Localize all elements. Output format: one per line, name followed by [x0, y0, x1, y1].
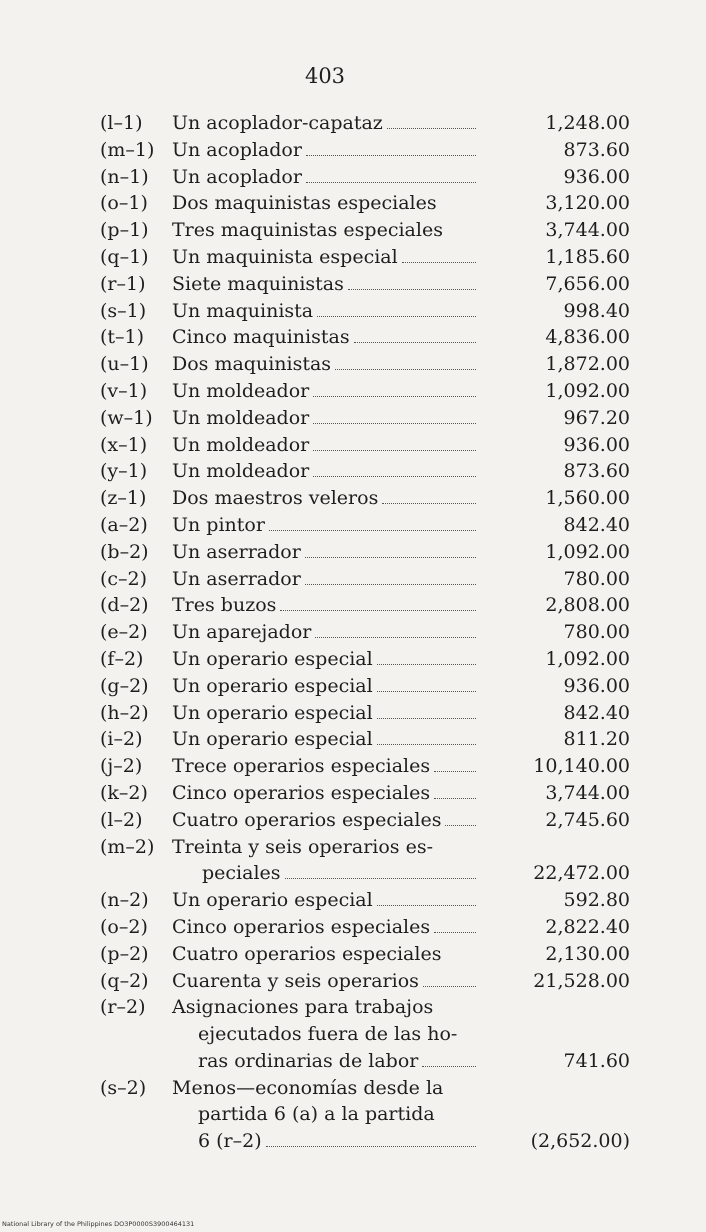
- item-description-line: ejecutados fuera de las ho-: [198, 1023, 458, 1046]
- item-description: [172, 968, 480, 995]
- item-amount: 2,745.60: [545, 808, 630, 831]
- item-code: (o–2): [100, 915, 148, 938]
- item-description: [172, 217, 480, 244]
- list-item: [100, 592, 630, 619]
- item-description-line: Un moldeador: [172, 406, 310, 429]
- list-item: [100, 646, 630, 673]
- item-description: [172, 887, 480, 914]
- item-code: (a–2): [100, 513, 148, 536]
- list-item: [100, 887, 630, 914]
- dot-leader: [377, 664, 476, 665]
- item-amount: 21,528.00: [533, 969, 630, 992]
- item-code: (x–1): [100, 433, 148, 456]
- item-amount: 2,822.40: [545, 915, 630, 938]
- dot-leader: [445, 825, 476, 826]
- item-amount: 842.40: [563, 701, 630, 724]
- dot-leader: [402, 262, 476, 263]
- dot-leader: [315, 637, 476, 638]
- list-item: [100, 164, 630, 191]
- item-description-line: partida 6 (a) a la partida: [198, 1103, 435, 1126]
- item-code: (y–1): [100, 460, 148, 483]
- item-description-line: Un moldeador: [172, 433, 310, 456]
- item-code: (j–2): [100, 755, 143, 778]
- item-code: (s–1): [100, 299, 147, 322]
- item-description: [172, 673, 480, 700]
- item-description-line: Un maquinista: [172, 299, 314, 322]
- item-amount: 936.00: [563, 165, 630, 188]
- item-description-line: Un maquinista especial: [172, 245, 398, 268]
- item-description: [172, 780, 480, 807]
- item-amount: 780.00: [563, 621, 630, 644]
- item-description: [172, 485, 480, 512]
- item-amount: 4,836.00: [545, 326, 630, 349]
- item-description-line: Tres maquinistas especiales: [172, 219, 443, 242]
- list-item: [100, 700, 630, 727]
- item-code: (k–2): [100, 781, 148, 804]
- item-amount: 3,744.00: [545, 219, 630, 242]
- item-amount: 967.20: [563, 406, 630, 429]
- item-code: (h–2): [100, 701, 149, 724]
- list-item: [100, 512, 630, 539]
- item-code: (g–2): [100, 674, 149, 697]
- dot-leader: [387, 128, 476, 129]
- item-code: (f–2): [100, 647, 144, 670]
- item-code: (o–1): [100, 192, 148, 215]
- item-amount: 3,744.00: [545, 781, 630, 804]
- dot-leader: [313, 450, 476, 451]
- item-description: [172, 271, 480, 298]
- list-item: [100, 834, 630, 888]
- item-amount: 1,872.00: [545, 353, 630, 376]
- item-description-line: Un operario especial: [172, 647, 373, 670]
- item-amount: 1,092.00: [545, 540, 630, 563]
- item-amount: 7,656.00: [545, 272, 630, 295]
- item-description-line: Un pintor: [172, 513, 265, 536]
- dot-leader: [306, 155, 476, 156]
- item-code: (z–1): [100, 487, 147, 510]
- item-description: [172, 298, 480, 325]
- appropriation-items-list: [100, 110, 630, 1155]
- item-description: [172, 914, 480, 941]
- dot-leader: [306, 182, 476, 183]
- item-amount: 592.80: [563, 889, 630, 912]
- item-description-line: Un moldeador: [172, 379, 310, 402]
- item-code: (c–2): [100, 567, 148, 590]
- item-description: [172, 807, 480, 834]
- dot-leader: [434, 932, 476, 933]
- item-description-line: peciales: [202, 862, 281, 885]
- item-description: [172, 351, 480, 378]
- list-item: [100, 673, 630, 700]
- item-description: [172, 726, 480, 753]
- item-description: [172, 539, 480, 566]
- item-code: (u–1): [100, 353, 149, 376]
- item-description: [172, 378, 480, 405]
- library-footer: National Library of the Philippines DO3P0000S3900464131: [2, 1220, 195, 1228]
- item-description: [172, 1075, 480, 1155]
- item-description-line: Dos maquinistas: [172, 353, 332, 376]
- dot-leader: [313, 396, 476, 397]
- item-description-line: Cuarenta y seis operarios: [172, 969, 419, 992]
- item-description: [172, 592, 480, 619]
- item-description: [172, 324, 480, 351]
- list-item: [100, 405, 630, 432]
- item-description: [172, 753, 480, 780]
- dot-leader: [434, 771, 476, 772]
- dot-leader: [317, 316, 476, 317]
- item-description: [172, 941, 480, 968]
- item-code: (t–1): [100, 326, 145, 349]
- item-code: (m–1): [100, 138, 155, 161]
- page-number: 403: [304, 64, 346, 88]
- dot-leader: [348, 289, 476, 290]
- item-code: (r–2): [100, 996, 146, 1019]
- item-description-line: Cinco operarios especiales: [172, 915, 431, 938]
- item-description-line: Cuatro operarios especiales: [172, 808, 442, 831]
- item-description-line: Un operario especial: [172, 701, 373, 724]
- item-code: (n–1): [100, 165, 149, 188]
- item-code: (p–1): [100, 219, 149, 242]
- list-item: [100, 217, 630, 244]
- item-description-line: Un aserrador: [172, 567, 301, 590]
- item-description-line: Cuatro operarios especiales: [172, 942, 442, 965]
- dot-leader: [305, 584, 476, 585]
- item-amount: 1,560.00: [545, 487, 630, 510]
- item-amount: 3,120.00: [545, 192, 630, 215]
- list-item: [100, 807, 630, 834]
- list-item: [100, 968, 630, 995]
- list-item: [100, 432, 630, 459]
- list-item: [100, 914, 630, 941]
- item-amount: 780.00: [563, 567, 630, 590]
- item-code: (v–1): [100, 379, 148, 402]
- list-item: [100, 780, 630, 807]
- item-amount: 936.00: [563, 674, 630, 697]
- list-item: [100, 539, 630, 566]
- dot-leader: [313, 423, 476, 424]
- list-item: [100, 137, 630, 164]
- item-description-line: Un aserrador: [172, 540, 301, 563]
- item-code: (p–2): [100, 942, 149, 965]
- item-amount: 2,808.00: [545, 594, 630, 617]
- list-item: [100, 298, 630, 325]
- item-description: [172, 137, 480, 164]
- item-code: (l–2): [100, 808, 143, 831]
- item-description: [172, 700, 480, 727]
- dot-leader: [382, 503, 476, 504]
- list-item: [100, 1075, 630, 1155]
- list-item: [100, 726, 630, 753]
- item-amount: 936.00: [563, 433, 630, 456]
- item-amount: (2,652.00): [530, 1130, 630, 1153]
- item-description-line: Un operario especial: [172, 674, 373, 697]
- item-description-line: Menos—economías desde la: [172, 1076, 444, 1099]
- list-item: [100, 753, 630, 780]
- item-code: (l–1): [100, 112, 143, 134]
- item-amount: 1,185.60: [545, 245, 630, 268]
- item-amount: 1,092.00: [545, 379, 630, 402]
- item-description: [172, 164, 480, 191]
- item-description: [172, 244, 480, 271]
- item-code: (q–1): [100, 245, 149, 268]
- item-description-line: ras ordinarias de labor: [198, 1049, 419, 1072]
- dot-leader: [269, 530, 476, 531]
- item-description-line: Dos maquinistas especiales: [172, 192, 437, 215]
- list-item: [100, 994, 630, 1074]
- dot-leader: [285, 878, 476, 879]
- list-item: [100, 458, 630, 485]
- item-description: [172, 458, 480, 485]
- item-amount: 998.40: [563, 299, 630, 322]
- dot-leader: [335, 369, 476, 370]
- item-code: (q–2): [100, 969, 149, 992]
- item-code: (n–2): [100, 889, 149, 912]
- list-item: [100, 190, 630, 217]
- item-description: [172, 566, 480, 593]
- list-item: [100, 271, 630, 298]
- item-description-line: Asignaciones para trabajos: [172, 996, 434, 1019]
- item-amount: 2,130.00: [545, 942, 630, 965]
- list-item: [100, 619, 630, 646]
- item-description: [172, 619, 480, 646]
- item-description-line: Trece operarios especiales: [172, 755, 431, 778]
- dot-leader: [423, 986, 476, 987]
- list-item: [100, 941, 630, 968]
- list-item: [100, 485, 630, 512]
- list-item: [100, 244, 630, 271]
- dot-leader: [422, 1066, 476, 1067]
- item-description-line: Siete maquinistas: [172, 272, 344, 295]
- item-description-line: Tres buzos: [172, 594, 277, 617]
- item-description-line: Un acoplador: [172, 165, 302, 188]
- item-amount: 873.60: [563, 460, 630, 483]
- item-description: [172, 190, 480, 217]
- item-description-line: Un acoplador: [172, 138, 302, 161]
- item-code: (e–2): [100, 621, 148, 644]
- item-code: (m–2): [100, 835, 155, 858]
- item-amount: 1,248.00: [545, 112, 630, 134]
- item-description-line: Dos maestros veleros: [172, 487, 379, 510]
- item-description-line: Cinco maquinistas: [172, 326, 350, 349]
- item-description: [172, 110, 480, 137]
- item-description: [172, 646, 480, 673]
- list-item: [100, 566, 630, 593]
- list-item: [100, 351, 630, 378]
- item-amount: 10,140.00: [533, 755, 630, 778]
- item-amount: 1,092.00: [545, 647, 630, 670]
- item-description-line: Un operario especial: [172, 889, 373, 912]
- list-item: [100, 378, 630, 405]
- item-code: (r–1): [100, 272, 146, 295]
- item-description-line: Cinco operarios especiales: [172, 781, 431, 804]
- item-amount: 873.60: [563, 138, 630, 161]
- item-description: [172, 994, 480, 1074]
- item-amount: 811.20: [563, 728, 630, 751]
- item-amount: 22,472.00: [533, 862, 630, 885]
- dot-leader: [313, 476, 476, 477]
- dot-leader: [354, 342, 476, 343]
- item-description-line: Un acoplador-capataz: [172, 112, 383, 134]
- list-item: [100, 324, 630, 351]
- dot-leader: [377, 718, 476, 719]
- dot-leader: [434, 798, 476, 799]
- dot-leader: [305, 557, 476, 558]
- item-description: [172, 512, 480, 539]
- item-description-line: Un moldeador: [172, 460, 310, 483]
- dot-leader: [280, 610, 476, 611]
- item-amount: 842.40: [563, 513, 630, 536]
- item-description-line: 6 (r–2): [198, 1130, 262, 1153]
- item-description-line: Un operario especial: [172, 728, 373, 751]
- item-description: [172, 834, 480, 888]
- item-code: (b–2): [100, 540, 149, 563]
- dot-leader: [377, 691, 476, 692]
- item-code: (i–2): [100, 728, 143, 751]
- item-description: [172, 432, 480, 459]
- item-description-line: Treinta y seis operarios es-: [172, 835, 434, 858]
- dot-leader: [377, 905, 476, 906]
- item-description-line: Un aparejador: [172, 621, 312, 644]
- item-description: [172, 405, 480, 432]
- list-item: [100, 110, 630, 137]
- dot-leader: [377, 744, 476, 745]
- dot-leader: [266, 1146, 476, 1147]
- item-code: (w–1): [100, 406, 153, 429]
- item-code: (s–2): [100, 1076, 147, 1099]
- item-code: (d–2): [100, 594, 149, 617]
- item-amount: 741.60: [563, 1049, 630, 1072]
